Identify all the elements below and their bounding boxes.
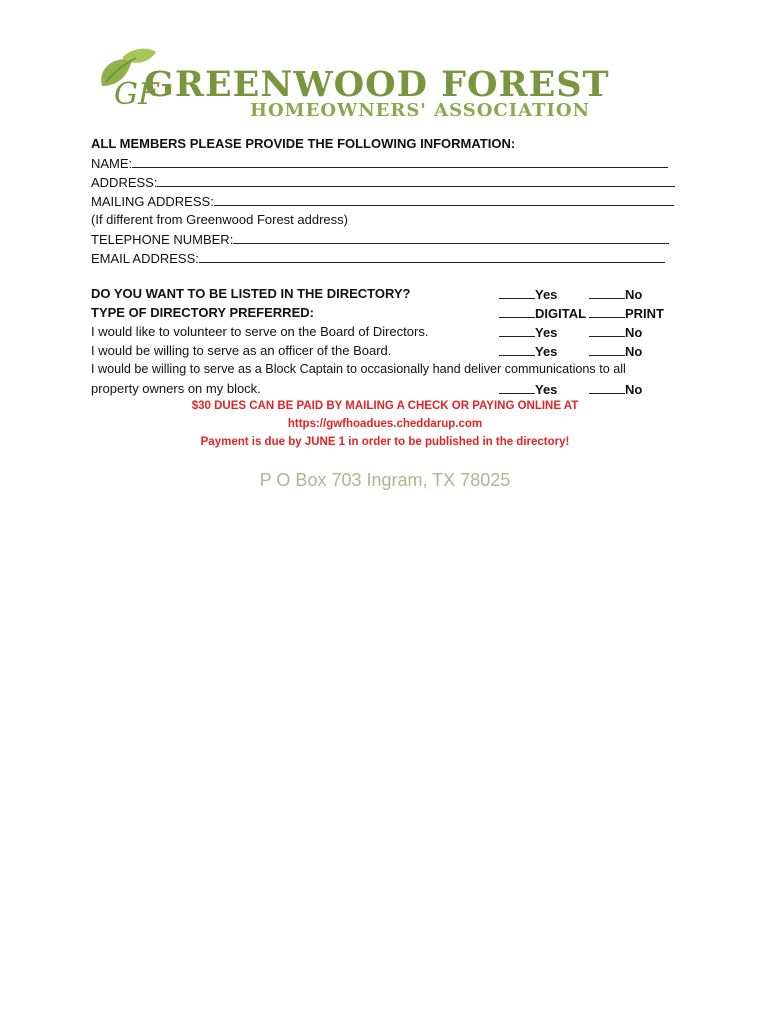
org-name: GREENWOOD FOREST [144,64,610,105]
officer-question: I would be willing to serve as an officer of the Board. [91,343,392,358]
name-field[interactable] [91,155,668,171]
option-label: PRINT [625,306,664,321]
address-blank[interactable] [157,174,675,187]
board-volunteer-question: I would like to volunteer to serve on the Board of Directors. [91,324,429,339]
logo-initials: GF [114,77,159,112]
payment-link[interactable]: https://gwfhoadues.cheddarup.com [287,418,483,430]
answer-blank[interactable] [589,343,625,356]
option-label: DIGITAL [535,306,587,321]
telephone-label: TELEPHONE NUMBER: [91,232,234,247]
option-label: Yes [535,287,558,302]
directory-yes-option[interactable] [499,286,557,302]
option-label: Yes [535,344,558,359]
board-no-option[interactable] [589,324,642,340]
block-captain-yes-option[interactable] [499,381,557,397]
answer-blank[interactable] [499,305,535,318]
answer-blank[interactable] [499,324,535,337]
telephone-field[interactable] [91,231,669,247]
directory-digital-option[interactable] [499,305,586,321]
officer-yes-option[interactable] [499,343,557,359]
block-captain-no-option[interactable] [589,381,642,397]
directory-question: DO YOU WANT TO BE LISTED IN THE DIRECTORY? [91,286,411,301]
telephone-blank[interactable] [233,231,669,244]
option-label: No [625,344,643,359]
board-yes-option[interactable] [499,324,557,340]
answer-blank[interactable] [589,324,625,337]
hoa-logo [92,46,682,124]
answer-blank[interactable] [589,305,625,318]
option-label: Yes [535,325,558,340]
answer-blank[interactable] [499,286,535,299]
option-label: Yes [535,382,558,397]
email-field[interactable] [91,250,665,266]
option-label: No [625,325,643,340]
form-instructions: ALL MEMBERS PLEASE PROVIDE THE FOLLOWING INFORMATION: [91,136,516,151]
address-label: ADDRESS: [91,175,158,190]
mailing-address-note: (If different from Greenwood Forest address) [91,212,348,227]
email-blank[interactable] [199,250,665,263]
answer-blank[interactable] [499,343,535,356]
name-label: NAME: [91,156,133,171]
directory-type-question: TYPE OF DIRECTORY PREFERRED: [91,305,314,320]
mailing-address-blank[interactable] [214,193,674,206]
answer-blank[interactable] [589,286,625,299]
officer-no-option[interactable] [589,343,642,359]
name-blank[interactable] [132,155,668,168]
org-subtitle: HOMEOWNERS' ASSOCIATION [250,100,591,121]
block-captain-question: I would be willing to serve as a Block Captain to occasionally hand deliver communications to all [91,362,626,376]
address-field[interactable] [91,174,675,190]
mailing-address-field[interactable] [91,193,674,209]
option-label: No [625,287,643,302]
answer-blank[interactable] [499,381,535,394]
directory-print-option[interactable] [589,305,664,321]
answer-blank[interactable] [589,381,625,394]
option-label: No [625,382,643,397]
mailing-address-label: MAILING ADDRESS: [91,194,214,209]
email-label: EMAIL ADDRESS: [91,251,199,266]
payment-deadline: Payment is due by JUNE 1 in order to be published in the directory! [200,436,570,448]
block-captain-question-cont: property owners on my block. [91,381,261,396]
mailing-address-footer: P O Box 703 Ingram, TX 78025 [259,470,511,490]
directory-no-option[interactable] [589,286,642,302]
dues-notice: $30 DUES CAN BE PAID BY MAILING A CHECK OR PAYING ONLINE AT [191,400,579,412]
